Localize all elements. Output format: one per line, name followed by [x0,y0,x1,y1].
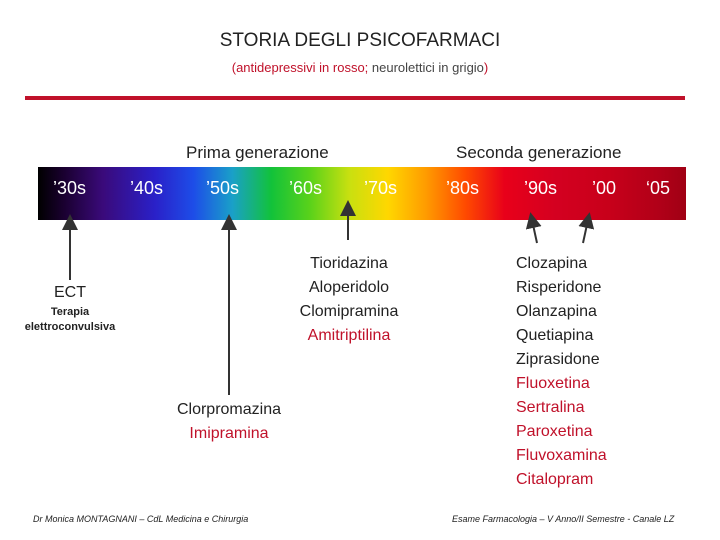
ect-description-line1: Terapia [50,306,90,318]
decade-00: ’00 [592,178,617,198]
ect-label: ECT [54,284,86,301]
ect-description-line2: elettroconvulsiva [24,321,116,333]
drug-antidepressant: Fluoxetina [516,375,590,392]
decade-30s: ’30s [53,178,87,198]
subtitle-close: ) [483,60,489,75]
second-generation-label: Seconda generazione [456,143,622,162]
arrow-00 [583,220,588,243]
drug-neuroleptic: Ziprasidone [516,351,600,368]
decade-05: ‘05 [646,178,671,198]
drug-neuroleptic: Aloperidolo [308,279,390,296]
drug-antidepressant: Amitriptilina [307,327,391,344]
decade-50s: ’50s [206,178,240,198]
drugs-70s [284,252,414,348]
decade-40s: ’40s [130,178,164,198]
drugs-90s [516,252,607,492]
slide-title: STORIA DEGLI PSICOFARMACI [219,30,501,51]
drug-neuroleptic: Clorpromazina [176,401,282,418]
decade-80s: ’80s [446,178,480,198]
drug-antidepressant: Sertralina [516,399,585,416]
subtitle-neuroleptics-note: neurolettici in grigio [368,60,484,75]
footer-author: Dr Monica MONTAGNANI – CdL Medicina e Chirurgia [33,514,249,524]
drug-antidepressant: Citalopram [516,471,594,488]
drug-antidepressant: Paroxetina [516,423,593,440]
drug-neuroleptic: Clozapina [516,255,588,272]
arrow-90s [532,220,537,243]
decade-60s: ’60s [289,178,323,198]
drug-antidepressant: Imipramina [189,425,269,442]
drug-antidepressant: Fluvoxamina [516,447,607,464]
footer-course: Esame Farmacologia – V Anno/II Semestre - Canale LZ [452,514,675,524]
subtitle-antidepressants-note: antidepressivi in rosso; [236,60,369,75]
drug-neuroleptic: Quetiapina [516,327,594,344]
drugs-50s [168,398,290,446]
drug-antidepressant-gray: Clomipramina [299,303,399,320]
decade-90s: ’90s [524,178,558,198]
drug-neuroleptic: Olanzapina [516,303,597,320]
drug-neuroleptic: Tioridazina [310,255,388,272]
drug-neuroleptic: Risperidone [516,279,602,296]
decade-70s: ’70s [364,178,398,198]
subtitle-open: ( [231,60,237,75]
first-generation-label: Prima generazione [186,143,329,162]
ect-description [14,305,126,335]
